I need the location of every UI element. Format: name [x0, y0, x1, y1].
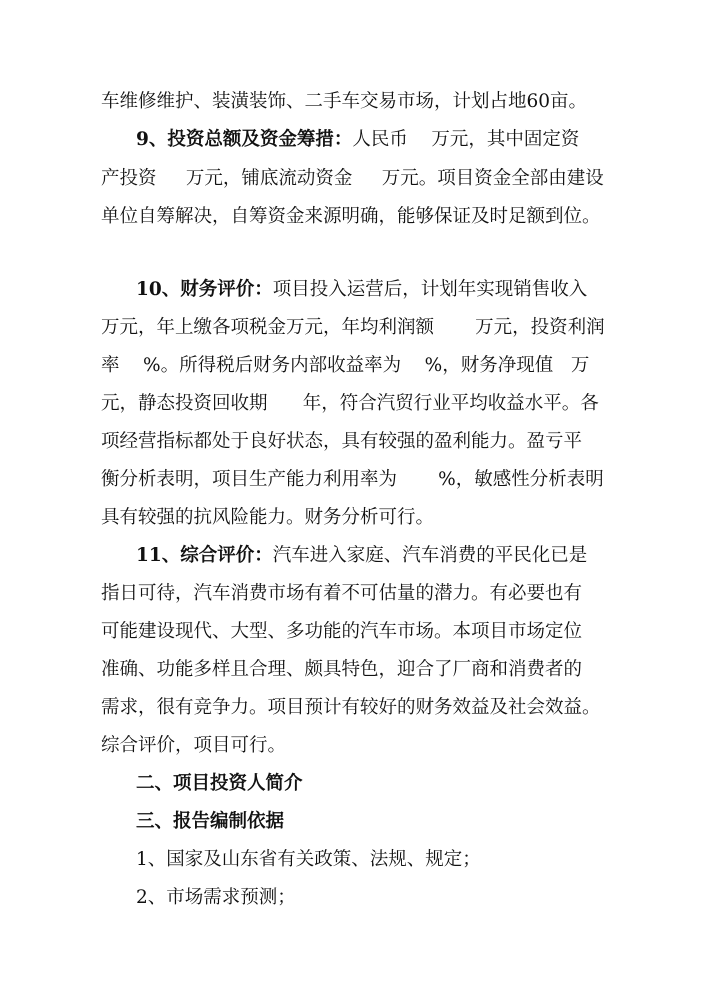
para-line: 需求，很有竞争力。项目预计有较好的财务效益及社会效益。 [101, 697, 601, 718]
chapter-2-heading: 二、项目投资人简介 [136, 773, 303, 794]
para-line: 具有较强的抗风险能力。财务分析可行。 [101, 507, 435, 528]
para-line: 可能建设现代、大型、多功能的汽车市场。本项目市场定位 [101, 621, 583, 642]
para-line: 准确、功能多样且合理、颇具特色，迎合了厂商和消费者的 [101, 659, 583, 680]
para-line: 产投资 万元，铺底流动资金 万元。项目资金全部由建设 [101, 168, 604, 189]
para-line: 衡分析表明，项目生产能力利用率为 %，敏感性分析表明 [101, 469, 604, 490]
para-line: 元，静态投资回收期 年，符合汽贸行业平均收益水平。各 [101, 393, 599, 414]
chapter-3-heading: 三、报告编制依据 [136, 811, 285, 832]
section-heading: 10、财务评价： [136, 279, 273, 300]
section-10-heading-line: 10、财务评价：项目投入运营后，计划年实现销售收入 [136, 279, 588, 300]
para-line: 车维修维护、装潢装饰、二手车交易市场，计划占地60亩。 [101, 91, 588, 112]
para-line: 率 %。所得税后财务内部收益率为 %，财务净现值 万 [101, 355, 590, 376]
para-line: 项经营指标都处于良好状态，具有较强的盈利能力。盈亏平 [101, 431, 583, 452]
para-line: 单位自筹解决，自筹资金来源明确，能够保证及时足额到位。 [101, 206, 601, 227]
para-line: 综合评价，项目可行。 [101, 735, 287, 756]
section-heading: 9、投资总额及资金筹措： [136, 129, 353, 150]
para-line: 万元，年上缴各项税金万元，年均利润额 万元，投资利润 [101, 317, 605, 338]
list-item: 2、市场需求预测； [136, 887, 296, 908]
para-line: 指日可待，汽车消费市场有着不可估量的潜力。有必要也有 [101, 583, 583, 604]
list-item: 1、国家及山东省有关政策、法规、规定； [136, 849, 481, 870]
section-heading: 11、综合评价： [136, 545, 273, 566]
section-11-heading-line: 11、综合评价：汽车进入家庭、汽车消费的平民化已是 [136, 545, 588, 566]
section-9-heading-line: 9、投资总额及资金筹措：人民币 万元，其中固定资 [136, 129, 580, 150]
